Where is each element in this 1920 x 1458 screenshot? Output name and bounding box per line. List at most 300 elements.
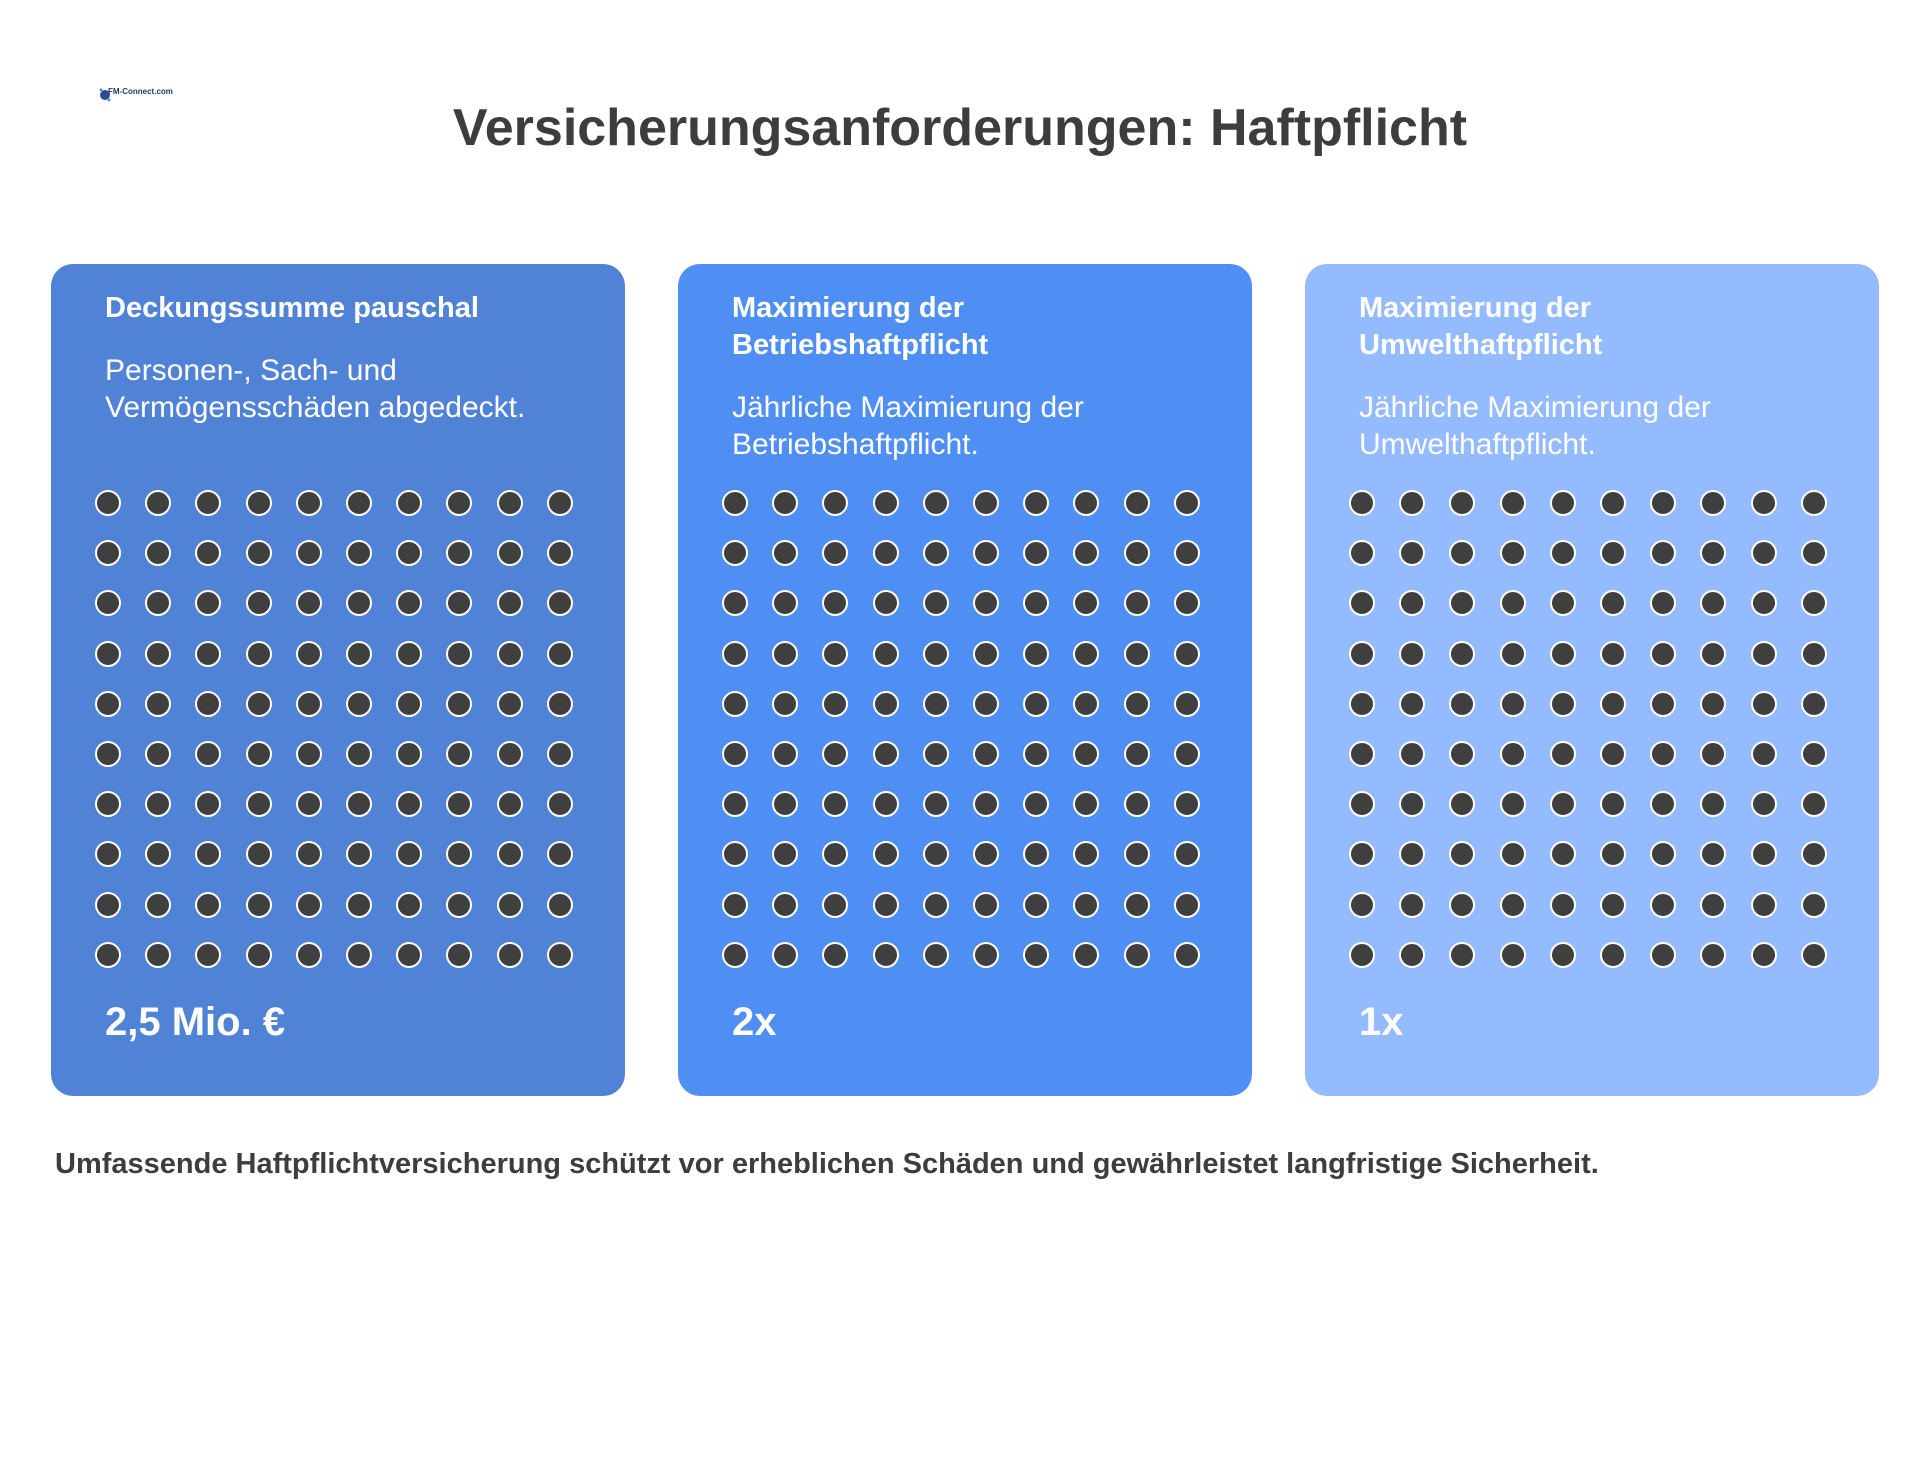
- grid-dot: [1500, 540, 1526, 566]
- grid-dot: [1449, 791, 1475, 817]
- grid-dot: [772, 791, 798, 817]
- grid-dot: [1023, 741, 1049, 767]
- grid-dot: [1600, 540, 1626, 566]
- grid-dot: [145, 641, 171, 667]
- grid-dot: [973, 892, 999, 918]
- grid-dot: [296, 741, 322, 767]
- card-value: 2x: [732, 1000, 777, 1044]
- grid-dot: [1023, 791, 1049, 817]
- grid-dot: [1650, 942, 1676, 968]
- grid-dot: [547, 641, 573, 667]
- grid-dot: [446, 691, 472, 717]
- grid-dot: [1700, 691, 1726, 717]
- grid-dot: [772, 641, 798, 667]
- grid-dot: [1801, 942, 1827, 968]
- grid-dot: [1550, 942, 1576, 968]
- grid-dot: [722, 641, 748, 667]
- grid-dot: [873, 490, 899, 516]
- grid-dot: [497, 590, 523, 616]
- grid-dot: [346, 741, 372, 767]
- grid-dot: [1550, 490, 1576, 516]
- card-description: Jährliche Maximierung der Umwelthaftpflicht.: [1359, 391, 1711, 461]
- card-value: 2,5 Mio. €: [105, 1000, 286, 1044]
- dot-grid: [95, 490, 595, 980]
- grid-dot: [1650, 540, 1676, 566]
- grid-dot: [95, 841, 121, 867]
- grid-dot: [497, 540, 523, 566]
- grid-dot: [1399, 841, 1425, 867]
- grid-dot: [1650, 490, 1676, 516]
- grid-dot: [1023, 540, 1049, 566]
- grid-dot: [1124, 691, 1150, 717]
- grid-dot: [1023, 892, 1049, 918]
- grid-dot: [923, 791, 949, 817]
- grid-dot: [195, 791, 221, 817]
- grid-dot: [1399, 741, 1425, 767]
- grid-dot: [296, 841, 322, 867]
- grid-dot: [772, 691, 798, 717]
- grid-dot: [722, 691, 748, 717]
- grid-dot: [95, 590, 121, 616]
- grid-dot: [722, 590, 748, 616]
- grid-dot: [1600, 641, 1626, 667]
- grid-dot: [1550, 892, 1576, 918]
- grid-dot: [772, 942, 798, 968]
- grid-dot: [396, 892, 422, 918]
- grid-dot: [446, 892, 472, 918]
- grid-dot: [497, 490, 523, 516]
- grid-dot: [822, 691, 848, 717]
- grid-dot: [346, 892, 372, 918]
- grid-dot: [547, 490, 573, 516]
- grid-dot: [95, 791, 121, 817]
- grid-dot: [1700, 841, 1726, 867]
- grid-dot: [1124, 892, 1150, 918]
- grid-dot: [973, 791, 999, 817]
- grid-dot: [822, 641, 848, 667]
- grid-dot: [1174, 841, 1200, 867]
- grid-dot: [145, 892, 171, 918]
- grid-dot: [1349, 841, 1375, 867]
- grid-dot: [722, 791, 748, 817]
- grid-dot: [1801, 590, 1827, 616]
- grid-dot: [1550, 641, 1576, 667]
- grid-dot: [1600, 741, 1626, 767]
- card-deckungssumme: [51, 264, 625, 1096]
- grid-dot: [446, 540, 472, 566]
- grid-dot: [722, 540, 748, 566]
- page-title: Versicherungsanforderungen: Haftpflicht: [452, 99, 1468, 157]
- grid-dot: [973, 741, 999, 767]
- grid-dot: [1449, 841, 1475, 867]
- grid-dot: [1349, 590, 1375, 616]
- grid-dot: [1751, 942, 1777, 968]
- grid-dot: [1449, 691, 1475, 717]
- grid-dot: [1073, 540, 1099, 566]
- grid-dot: [722, 741, 748, 767]
- grid-dot: [1124, 641, 1150, 667]
- grid-dot: [1174, 791, 1200, 817]
- grid-dot: [923, 691, 949, 717]
- grid-dot: [1124, 540, 1150, 566]
- grid-dot: [722, 942, 748, 968]
- grid-dot: [446, 490, 472, 516]
- grid-dot: [396, 841, 422, 867]
- grid-dot: [396, 942, 422, 968]
- grid-dot: [1500, 490, 1526, 516]
- grid-dot: [1700, 540, 1726, 566]
- grid-dot: [145, 590, 171, 616]
- grid-dot: [246, 540, 272, 566]
- dot-grid: [1349, 490, 1849, 980]
- grid-dot: [973, 490, 999, 516]
- grid-dot: [246, 841, 272, 867]
- grid-dot: [195, 942, 221, 968]
- grid-dot: [346, 691, 372, 717]
- card-heading: Maximierung der Betriebshaftpflicht: [732, 292, 989, 361]
- grid-dot: [497, 641, 523, 667]
- grid-dot: [246, 490, 272, 516]
- card-betriebshaftpflicht: [678, 264, 1252, 1096]
- grid-dot: [145, 942, 171, 968]
- grid-dot: [95, 892, 121, 918]
- grid-dot: [1349, 490, 1375, 516]
- grid-dot: [873, 691, 899, 717]
- grid-dot: [1751, 490, 1777, 516]
- grid-dot: [873, 892, 899, 918]
- grid-dot: [1399, 641, 1425, 667]
- grid-dot: [1751, 590, 1777, 616]
- grid-dot: [1500, 590, 1526, 616]
- grid-dot: [296, 641, 322, 667]
- grid-dot: [722, 490, 748, 516]
- grid-dot: [1449, 490, 1475, 516]
- grid-dot: [145, 490, 171, 516]
- grid-dot: [95, 490, 121, 516]
- grid-dot: [1801, 490, 1827, 516]
- grid-dot: [1399, 540, 1425, 566]
- grid-dot: [873, 841, 899, 867]
- grid-dot: [772, 741, 798, 767]
- grid-dot: [1073, 490, 1099, 516]
- grid-dot: [1449, 741, 1475, 767]
- grid-dot: [1650, 641, 1676, 667]
- grid-dot: [547, 841, 573, 867]
- card-value: 1x: [1359, 1000, 1404, 1044]
- grid-dot: [1174, 691, 1200, 717]
- grid-dot: [1600, 942, 1626, 968]
- grid-dot: [497, 841, 523, 867]
- grid-dot: [1399, 791, 1425, 817]
- grid-dot: [195, 641, 221, 667]
- grid-dot: [1174, 490, 1200, 516]
- grid-dot: [1801, 841, 1827, 867]
- grid-dot: [246, 590, 272, 616]
- grid-dot: [1751, 691, 1777, 717]
- grid-dot: [296, 490, 322, 516]
- grid-dot: [1600, 791, 1626, 817]
- grid-dot: [1700, 590, 1726, 616]
- grid-dot: [1801, 791, 1827, 817]
- grid-dot: [195, 741, 221, 767]
- grid-dot: [195, 590, 221, 616]
- grid-dot: [547, 691, 573, 717]
- grid-dot: [1600, 841, 1626, 867]
- grid-dot: [1073, 892, 1099, 918]
- grid-dot: [822, 540, 848, 566]
- grid-dot: [1500, 741, 1526, 767]
- grid-dot: [923, 942, 949, 968]
- grid-dot: [1174, 892, 1200, 918]
- grid-dot: [497, 892, 523, 918]
- grid-dot: [1023, 942, 1049, 968]
- grid-dot: [1023, 590, 1049, 616]
- grid-dot: [497, 691, 523, 717]
- grid-dot: [396, 540, 422, 566]
- grid-dot: [923, 741, 949, 767]
- grid-dot: [822, 841, 848, 867]
- grid-dot: [547, 791, 573, 817]
- grid-dot: [772, 841, 798, 867]
- grid-dot: [822, 892, 848, 918]
- grid-dot: [95, 691, 121, 717]
- grid-dot: [1449, 892, 1475, 918]
- grid-dot: [1349, 641, 1375, 667]
- grid-dot: [722, 841, 748, 867]
- grid-dot: [1650, 841, 1676, 867]
- grid-dot: [446, 641, 472, 667]
- grid-dot: [396, 791, 422, 817]
- grid-dot: [145, 741, 171, 767]
- grid-dot: [1500, 691, 1526, 717]
- dot-grid: [722, 490, 1222, 980]
- grid-dot: [873, 741, 899, 767]
- grid-dot: [1801, 641, 1827, 667]
- grid-dot: [1174, 590, 1200, 616]
- grid-dot: [195, 892, 221, 918]
- grid-dot: [923, 641, 949, 667]
- grid-dot: [1124, 942, 1150, 968]
- grid-dot: [195, 540, 221, 566]
- grid-dot: [296, 691, 322, 717]
- grid-dot: [1073, 791, 1099, 817]
- grid-dot: [873, 641, 899, 667]
- grid-dot: [772, 540, 798, 566]
- grid-dot: [95, 641, 121, 667]
- grid-dot: [973, 841, 999, 867]
- grid-dot: [95, 741, 121, 767]
- grid-dot: [1073, 942, 1099, 968]
- grid-dot: [1650, 590, 1676, 616]
- grid-dot: [1550, 691, 1576, 717]
- grid-dot: [1349, 942, 1375, 968]
- grid-dot: [1349, 691, 1375, 717]
- grid-dot: [973, 942, 999, 968]
- grid-dot: [396, 641, 422, 667]
- grid-dot: [822, 490, 848, 516]
- grid-dot: [1751, 892, 1777, 918]
- grid-dot: [396, 691, 422, 717]
- grid-dot: [1349, 791, 1375, 817]
- grid-dot: [1700, 641, 1726, 667]
- footer-summary: Umfassende Haftpflichtversicherung schützt vor erheblichen Schäden und gewährleistet langfristige Sicherheit.: [55, 1148, 1599, 1180]
- grid-dot: [923, 892, 949, 918]
- grid-dot: [346, 942, 372, 968]
- grid-dot: [1124, 841, 1150, 867]
- grid-dot: [446, 942, 472, 968]
- grid-dot: [1801, 741, 1827, 767]
- grid-dot: [1500, 791, 1526, 817]
- grid-dot: [296, 590, 322, 616]
- grid-dot: [873, 590, 899, 616]
- grid-dot: [1399, 490, 1425, 516]
- grid-dot: [1550, 841, 1576, 867]
- grid-dot: [1349, 892, 1375, 918]
- grid-dot: [1550, 540, 1576, 566]
- grid-dot: [346, 490, 372, 516]
- grid-dot: [1700, 741, 1726, 767]
- grid-dot: [296, 892, 322, 918]
- grid-dot: [547, 942, 573, 968]
- grid-dot: [346, 841, 372, 867]
- card-description: Personen-, Sach- und Vermögensschäden abgedeckt.: [105, 354, 526, 424]
- grid-dot: [547, 540, 573, 566]
- grid-dot: [396, 741, 422, 767]
- card-heading: Maximierung der Umwelthaftpflicht: [1359, 292, 1603, 361]
- grid-dot: [1650, 691, 1676, 717]
- grid-dot: [95, 540, 121, 566]
- grid-dot: [1124, 590, 1150, 616]
- grid-dot: [1174, 540, 1200, 566]
- grid-dot: [1550, 741, 1576, 767]
- grid-dot: [396, 490, 422, 516]
- grid-dot: [1349, 540, 1375, 566]
- grid-dot: [246, 791, 272, 817]
- grid-dot: [772, 892, 798, 918]
- grid-dot: [772, 490, 798, 516]
- grid-dot: [822, 741, 848, 767]
- grid-dot: [772, 590, 798, 616]
- grid-dot: [1801, 540, 1827, 566]
- grid-dot: [547, 590, 573, 616]
- grid-dot: [396, 590, 422, 616]
- grid-dot: [246, 892, 272, 918]
- grid-dot: [1399, 691, 1425, 717]
- grid-dot: [1023, 490, 1049, 516]
- grid-dot: [246, 942, 272, 968]
- grid-dot: [1751, 641, 1777, 667]
- grid-dot: [1550, 791, 1576, 817]
- grid-dot: [246, 741, 272, 767]
- grid-dot: [1124, 741, 1150, 767]
- grid-dot: [145, 841, 171, 867]
- grid-dot: [1650, 741, 1676, 767]
- grid-dot: [1449, 540, 1475, 566]
- grid-dot: [346, 641, 372, 667]
- grid-dot: [446, 590, 472, 616]
- grid-dot: [1600, 691, 1626, 717]
- grid-dot: [296, 540, 322, 566]
- grid-dot: [346, 540, 372, 566]
- grid-dot: [1449, 942, 1475, 968]
- grid-dot: [1023, 641, 1049, 667]
- grid-dot: [1801, 691, 1827, 717]
- grid-dot: [446, 741, 472, 767]
- grid-dot: [1650, 892, 1676, 918]
- grid-dot: [1751, 841, 1777, 867]
- grid-dot: [346, 791, 372, 817]
- grid-dot: [1700, 942, 1726, 968]
- grid-dot: [547, 892, 573, 918]
- grid-dot: [497, 791, 523, 817]
- grid-dot: [1801, 892, 1827, 918]
- grid-dot: [873, 540, 899, 566]
- grid-dot: [1550, 590, 1576, 616]
- grid-dot: [1700, 791, 1726, 817]
- grid-dot: [1399, 590, 1425, 616]
- grid-dot: [923, 490, 949, 516]
- grid-dot: [1073, 590, 1099, 616]
- grid-dot: [1073, 691, 1099, 717]
- grid-dot: [822, 590, 848, 616]
- grid-dot: [195, 490, 221, 516]
- grid-dot: [1124, 791, 1150, 817]
- grid-dot: [145, 791, 171, 817]
- grid-dot: [446, 841, 472, 867]
- grid-dot: [1349, 741, 1375, 767]
- grid-dot: [1500, 892, 1526, 918]
- grid-dot: [446, 791, 472, 817]
- grid-dot: [873, 791, 899, 817]
- grid-dot: [246, 691, 272, 717]
- grid-dot: [547, 741, 573, 767]
- card-umwelthaftpflicht: [1305, 264, 1879, 1096]
- grid-dot: [1073, 841, 1099, 867]
- grid-dot: [1073, 641, 1099, 667]
- grid-dot: [973, 590, 999, 616]
- grid-dot: [1700, 892, 1726, 918]
- grid-dot: [246, 641, 272, 667]
- grid-dot: [195, 691, 221, 717]
- card-heading: Deckungssumme pauschal: [105, 292, 479, 324]
- grid-dot: [1023, 691, 1049, 717]
- grid-dot: [1600, 892, 1626, 918]
- grid-dot: [873, 942, 899, 968]
- grid-dot: [973, 540, 999, 566]
- grid-dot: [1500, 942, 1526, 968]
- grid-dot: [1500, 841, 1526, 867]
- grid-dot: [1449, 641, 1475, 667]
- grid-dot: [1174, 942, 1200, 968]
- grid-dot: [973, 641, 999, 667]
- grid-dot: [1650, 791, 1676, 817]
- grid-dot: [145, 540, 171, 566]
- grid-dot: [1124, 490, 1150, 516]
- grid-dot: [1600, 590, 1626, 616]
- grid-dot: [923, 590, 949, 616]
- grid-dot: [923, 841, 949, 867]
- grid-dot: [1399, 942, 1425, 968]
- grid-dot: [1751, 791, 1777, 817]
- grid-dot: [973, 691, 999, 717]
- grid-dot: [722, 892, 748, 918]
- grid-dot: [296, 791, 322, 817]
- grid-dot: [346, 590, 372, 616]
- grid-dot: [1751, 540, 1777, 566]
- grid-dot: [497, 741, 523, 767]
- grid-dot: [1023, 841, 1049, 867]
- grid-dot: [822, 942, 848, 968]
